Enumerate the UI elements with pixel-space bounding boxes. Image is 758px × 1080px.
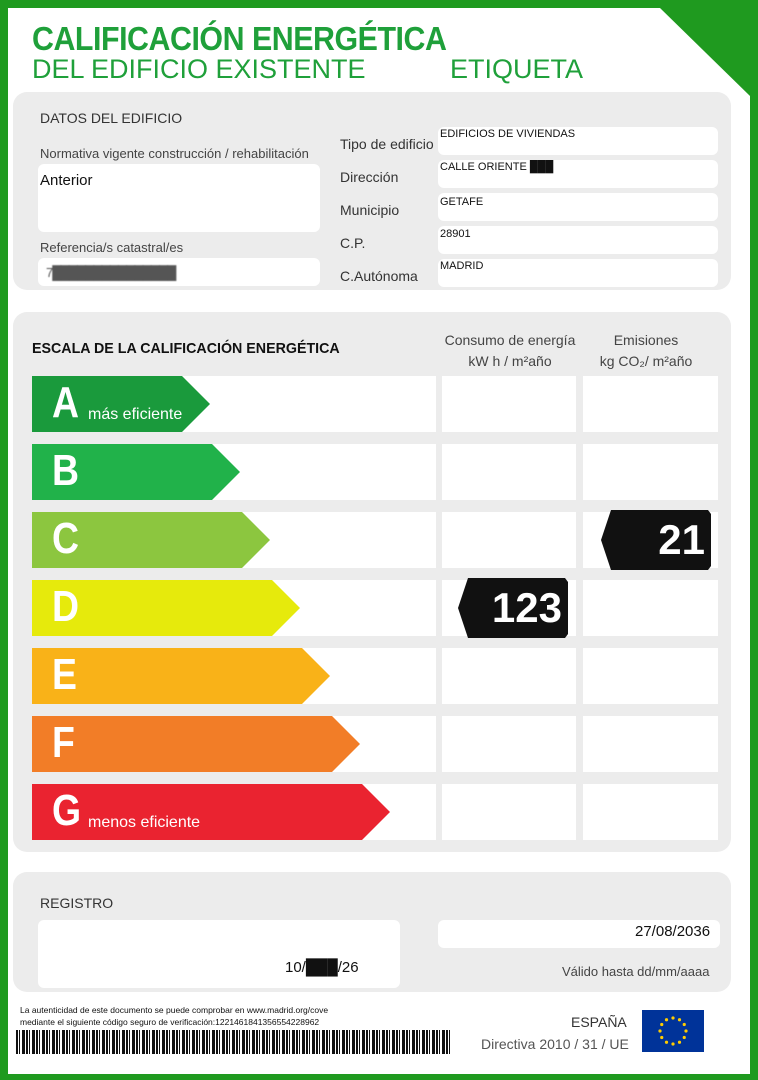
class-letter: E (52, 650, 77, 699)
auth-note (20, 1004, 328, 1028)
class-arrow-f (32, 716, 360, 772)
municipio-label: Municipio (340, 202, 400, 218)
emisiones-rating-marker-value: 21 (658, 516, 705, 563)
valid-date-label: Válido hasta dd/mm/aaaa (562, 964, 710, 979)
class-note: menos eficiente (88, 814, 201, 831)
eu-star (683, 1023, 686, 1026)
eu-star (671, 1042, 674, 1045)
eu-star (678, 1041, 681, 1044)
row-consumo-cell (442, 376, 576, 432)
direccion-value: CALLE ORIENTE ███ (440, 161, 554, 173)
etiqueta-label: ETIQUETA (450, 54, 584, 84)
emisiones-rating-marker (601, 510, 711, 570)
row-consumo-cell (442, 716, 576, 772)
row-consumo-cell (442, 648, 576, 704)
consumo-header (440, 330, 580, 372)
ccaa-label: C.Autónoma (340, 268, 418, 284)
row-emisiones-cell (583, 716, 718, 772)
row-emisiones-cell (583, 376, 718, 432)
eu-star (660, 1023, 663, 1026)
municipio-value: GETAFE (440, 196, 484, 208)
row-consumo-cell (442, 444, 576, 500)
class-letter: C (52, 514, 80, 563)
class-arrow-g (32, 784, 390, 840)
referencia-label: Referencia/s catastral/es (40, 240, 184, 255)
title-line-2: DEL EDIFICIO EXISTENTE (32, 54, 366, 84)
row-consumo-cell (442, 784, 576, 840)
building-section-title: DATOS DEL EDIFICIO (40, 110, 183, 126)
registro-field (38, 920, 400, 988)
emisiones-header-line1: Emisiones (613, 332, 679, 348)
eu-star (678, 1018, 681, 1021)
class-letter: A (52, 378, 80, 427)
emisiones-header-line2: kg CO₂/ m²año (599, 353, 693, 369)
consumo-header-line1: Consumo de energía (444, 332, 576, 348)
eu-star (660, 1036, 663, 1039)
row-emisiones-cell (583, 580, 718, 636)
referencia-value: 7███████████████ (46, 265, 176, 280)
title-line-1: CALIFICACIÓN ENERGÉTICA (32, 20, 447, 57)
row-emisiones-cell (583, 444, 718, 500)
auth-line-2: mediante el siguiente código seguro de verificación:1221461841356554228962 (20, 1017, 320, 1027)
registro-date: 10/███/26 (285, 959, 359, 976)
consumo-rating-marker (458, 578, 568, 638)
class-letter: B (52, 446, 80, 495)
emisiones-header (576, 330, 716, 372)
eu-star (665, 1041, 668, 1044)
cp-field (438, 226, 718, 254)
normativa-label: Normativa vigente construcción / rehabilitación (40, 146, 309, 161)
consumo-header-line2: kW h / m²año (468, 353, 552, 369)
row-emisiones-cell (583, 648, 718, 704)
country-label: ESPAÑA (571, 1014, 627, 1030)
direccion-label: Dirección (340, 169, 399, 185)
tipo-label: Tipo de edificio (340, 136, 434, 152)
class-letter: G (52, 786, 82, 835)
registro-section-title: REGISTRO (40, 895, 114, 911)
row-consumo-cell (442, 512, 576, 568)
cp-value: 28901 (440, 228, 471, 240)
auth-line-1: La autenticidad de este documento se puede comprobar en www.madrid.org/cove (20, 1005, 329, 1015)
ccaa-value: MADRID (440, 260, 484, 272)
eu-star (658, 1029, 661, 1032)
class-letter: F (52, 718, 75, 767)
consumo-rating-marker-value: 123 (491, 584, 562, 631)
eu-flag-icon (642, 1010, 704, 1052)
cp-label: C.P. (340, 235, 366, 251)
directive-label: Directiva 2010 / 31 / UE (481, 1036, 629, 1052)
row-emisiones-cell (583, 784, 718, 840)
tipo-value: EDIFICIOS DE VIVIENDAS (440, 128, 576, 140)
normativa-value: Anterior (40, 172, 93, 189)
class-note: más eficiente (88, 406, 183, 423)
class-letter: D (52, 582, 80, 631)
valid-date: 27/08/2036 (635, 923, 711, 940)
eu-star (671, 1016, 674, 1019)
eu-star (683, 1036, 686, 1039)
eu-star (684, 1029, 687, 1032)
eu-star (665, 1018, 668, 1021)
scale-section-title: ESCALA DE LA CALIFICACIÓN ENERGÉTICA (32, 340, 340, 357)
barcode (16, 1030, 450, 1054)
